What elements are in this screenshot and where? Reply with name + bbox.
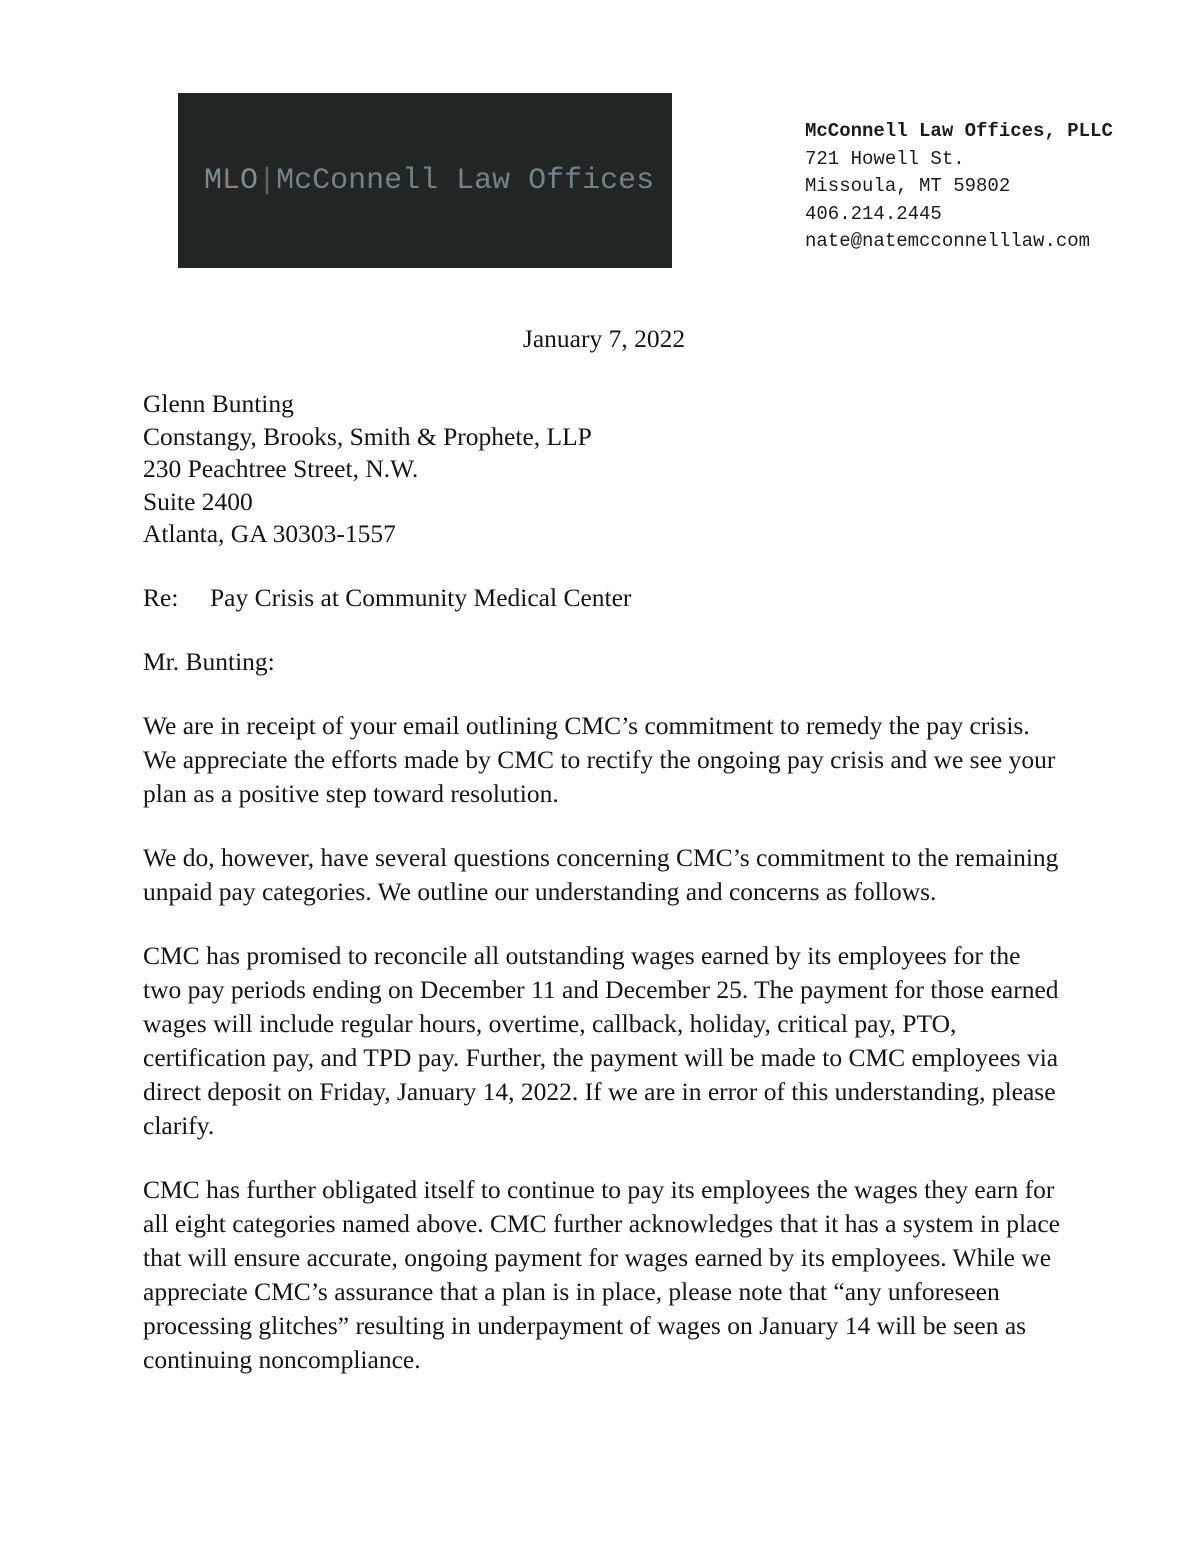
logo-firm-name: McConnell Law Offices — [276, 163, 655, 198]
contact-email: nate@natemcconnelllaw.com — [805, 230, 1091, 252]
recipient-street: 230 Peachtree Street, N.W. — [143, 454, 419, 483]
paragraph-2: We do, however, have several questions concerning CMC’s commitment to the remaining unpaid pay categories. We outline our understanding and concerns as follows. — [143, 842, 1059, 906]
letter-paragraphs — [143, 709, 1065, 1377]
logo-separator: | — [258, 163, 277, 198]
logo-letter-m: M — [204, 163, 223, 198]
firm-logo — [178, 93, 672, 268]
re-subject: Pay Crisis at Community Medical Center — [210, 582, 632, 612]
recipient-name: Glenn Bunting — [143, 389, 294, 418]
recipient-suite: Suite 2400 — [143, 486, 253, 516]
paragraph-1: We are in receipt of your email outlining CMC’s commitment to remedy the pay crisis. We appreciate the efforts made by CMC to rectify the ongoing pay crisis and we see your plan as a positive step toward resolution. — [143, 710, 1056, 808]
letter-date: January 7, 2022 — [522, 324, 686, 353]
paragraph-4: CMC has further obligated itself to continue to pay its employees the wages they earn for all eight categories named above. CMC further acknowledges that it has a system in place that will ensure accurate, ongoing payment for wages earned by its employees. While we appreciate CMC’s assurance that a plan is in place, please note that “any unforeseen processing glitches” resulting in underpayment of wages on January 14 will be seen as continuing noncompliance. — [143, 1174, 1061, 1374]
recipient-firm: Constangy, Brooks, Smith & Prophete, LLP — [143, 421, 592, 451]
contact-firm-name: McConnell Law Offices, PLLC — [805, 120, 1113, 142]
salutation: Mr. Bunting: — [143, 646, 275, 676]
firm-logo-text — [204, 164, 654, 198]
letter-body — [143, 322, 1065, 1377]
re-line — [143, 581, 1065, 615]
logo-letter-l: L — [222, 163, 241, 198]
logo-letter-o: O — [240, 163, 259, 198]
recipient-city: Atlanta, GA 30303-1557 — [143, 519, 396, 548]
contact-phone: 406.214.2445 — [805, 202, 942, 225]
contact-city: Missoula, MT 59802 — [805, 175, 1011, 197]
re-label: Re: — [143, 582, 179, 612]
recipient-address — [143, 388, 1065, 551]
paragraph-3: CMC has promised to reconcile all outstanding wages earned by its employees for the two pay periods ending on December 11 and December 25. The payment for those earned wages will include regular hours, overtime, callback, holiday, critical pay, PTO, certification pay, and TPD pay. Further, the payment will be made to CMC employees via direct deposit on Friday, January 14, 2022. If we are in error of this understanding, please clarify. — [143, 940, 1059, 1140]
contact-street: 721 Howell St. — [805, 147, 965, 170]
letterhead-contact — [805, 118, 1113, 256]
